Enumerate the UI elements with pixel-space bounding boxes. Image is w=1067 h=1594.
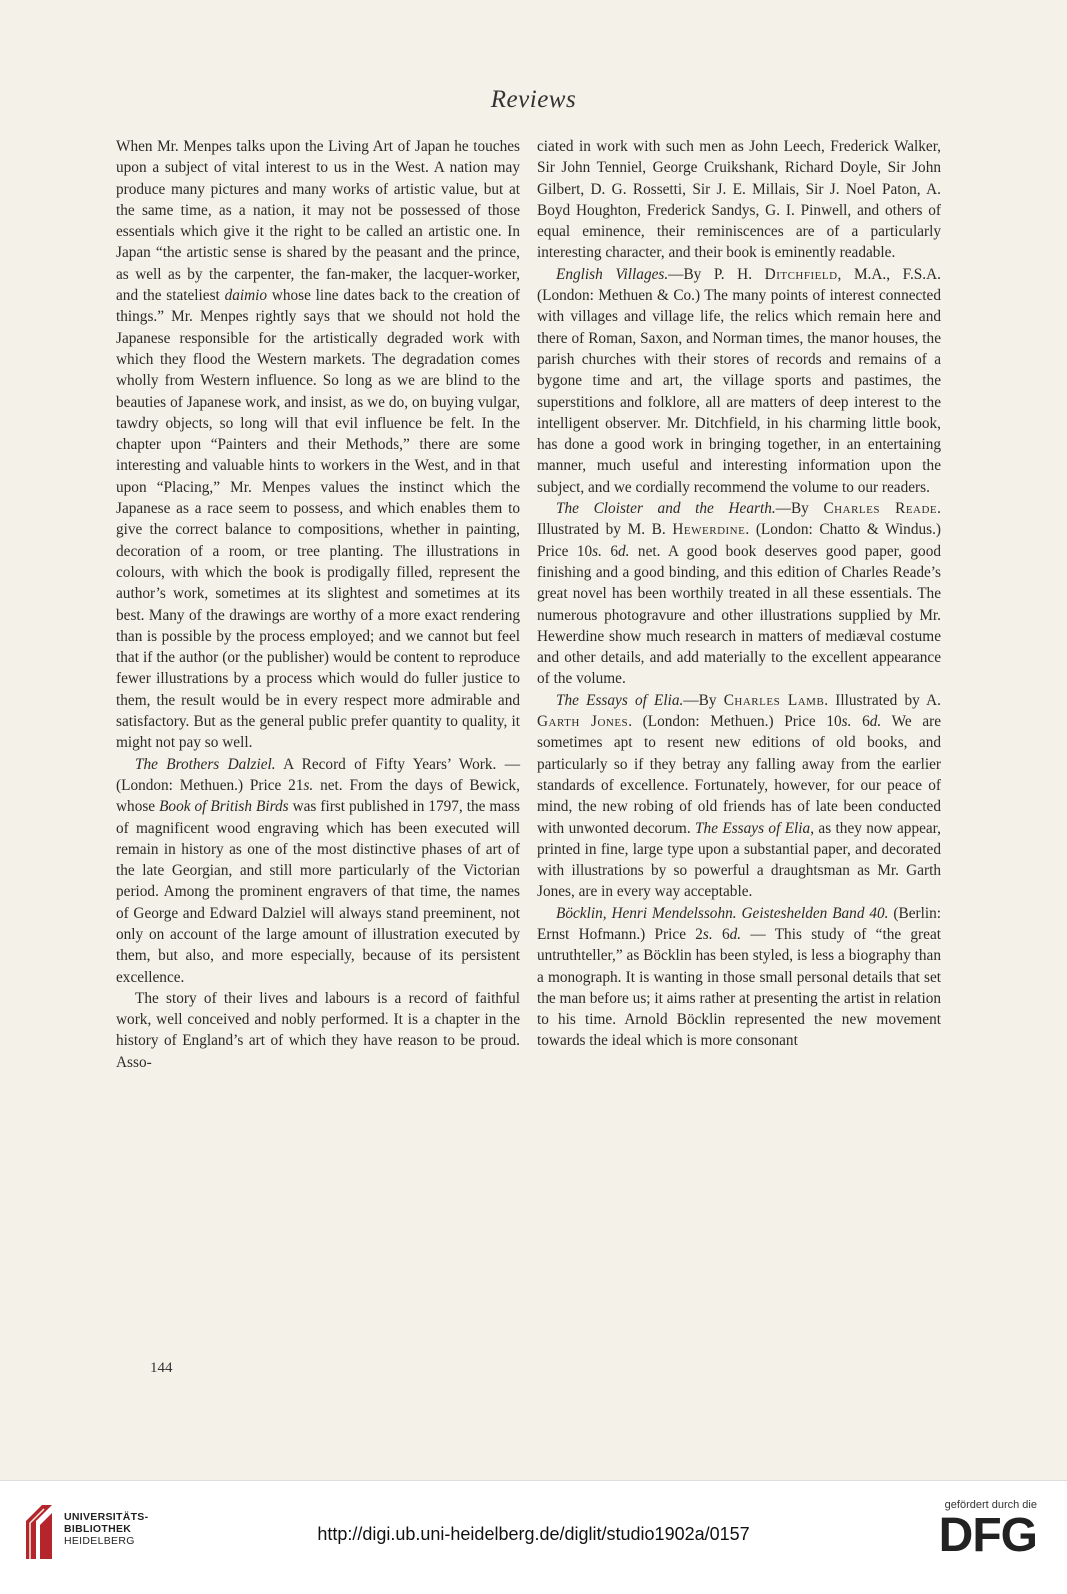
review-dalziel-continued: The story of their lives and labours is a record of faithful work, well conceived and nobly performed. It is a chapter in the history of England’s art of which they have reason to be proud. Asso- [116,989,520,1071]
running-header: Reviews [490,86,577,113]
sponsor-caption: gefördert durch die [944,1499,1037,1511]
review-essays-elia: The Essays of Elia.—By Charles Lamb. Illustrated by A. Garth Jones. (London: Methuen.) Price 10s. 6d. We are sometimes apt to resent new editions of old books, and particularly so if they betray any falling away from the earlier standards of excellence. Fortunately, however, for our peace of mind, the new robing of old friends has of late been conducted with unwonted decorum. The Essays of Elia, as they now appear, printed in fine, large type upon a substantial paper, and decorated with illustrations by so powerful a draughtsman as Mr. Garth Jones, are in every way acceptable. [537,691,941,901]
review-bocklin: Böcklin, Henri Mendelssohn. Geisteshelden Band 40. (Berlin: Ernst Hofmann.) Price 2s. 6d. — This study of “the great untruthteller,” as Böcklin has been styled, is less a biography than a monograph. It is wanting in those small personal details that set the man before us; it aims rather at presenting the artist in relation to his time. Arnold Böcklin represented the new movement towards the ideal which is more consonant [537,904,941,1050]
review-cloister-hearth: The Cloister and the Hearth.—By Charles Reade. Illustrated by M. B. Hewerdine. (London: Chatto & Windus.) Price 10s. 6d. net. A good book deserves good paper, good finishing and a good binding, and this edition of Charles Reade’s great novel has been worthily treated in all these essentials. The numerous photogravure and other illustrations supplied by Mr. Hewerdine show much research in matters of mediæval costume and other details, and add materially to the excellent appearance of the volume. [537,500,941,688]
dfg-logo[interactable] [937,1499,1037,1561]
book-title: Böcklin, Henri Mendelssohn. Geisteshelden Band 40. [556,904,889,922]
right-column [537,136,941,1052]
permalink-url[interactable]: http://digi.ub.uni-heidelberg.de/diglit/studio1902a/0157 [317,1524,750,1544]
book-title: The Cloister and the Hearth. [556,500,776,518]
viewer-footer [0,1480,1067,1594]
review-english-villages: English Villages.—By P. H. Ditchfield, M.A., F.S.A. (London: Methuen & Co.) The many points of interest connected with villages and village life, the relics which remain here and there of Roman, Saxon, and Norman times, the manor houses, the parish churches with their stores of records and remains of a bygone time and art, the village sports and pastimes, the superstitions and folklore, all are matters of deep interest to the intelligent observer. Mr. Ditchfield, in his charming little book, has done a good work in bringing together, in an entertaining manner, much useful and interesting information upon the subject, and we cordially recommend the volume to our readers. [537,265,941,496]
left-column [116,136,520,1073]
book-title: English Villages. [556,265,669,283]
book-title: The Essays of Elia. [556,691,684,709]
review-dalziel-paragraph: The Brothers Dalziel. A Record of Fifty Years’ Work. — (London: Methuen.) Price 21s. net. From the days of Bewick, whose Book of British Birds was first published in 1797, the mass of magnificent wood engraving which has been executed will remain in history as one of the most distinctive phases of art of the late Georgian, and still more particularly of the Victorian period. Among the prominent engravers of that time, the names of George and Edward Dalziel will always stand preeminent, not only on account of the large amount of illustration executed by them, but also, and more especially, because of its persistent excellence. [116,755,520,986]
library-name: UNIVERSITÄTS- BIBLIOTHEK HEIDELBERG [64,1511,149,1547]
dfg-wordmark: DFG [938,1509,1037,1562]
page-number: 144 [150,1360,173,1376]
review-menpes-paragraph: When Mr. Menpes talks upon the Living Art of Japan he touches upon a subject of vital interest to us in the West. A nation may produce many pictures and many works of artistic value, but at the same time, as a nation, it may not be possessed of those essentials which give it the right to be called an artistic one. In Japan “the artistic sense is shared by the peasant and the prince, as well as by the carpenter, the fan-maker, the lacquer-worker, and the stateliest daimio whose line dates back to the creation of things.” Mr. Menpes rightly says that we should not hold the Japanese responsible for the artistically degraded work with which they flood the Western markets. The degradation comes wholly from Western influence. So long as we are blind to the beauties of Japanese work, and insist, as we do, on buying vulgar, tawdry objects, so long will that evil influence be felt. In the chapter upon “Painters and their Methods,” there are some interesting and valuable hints to workers in the West, and in that upon “Placing,” Mr. Menpes values the instinct which the Japanese as a race seem to possess, and which enables them to give the correct balance to compositions, whether in painting, decoration of a room, or tree planting. The illustrations in colours, with which the book is prodigally filled, represent the author’s work, sometimes at its slightest and sometimes at its best. Many of the drawings are worthy of a more exact rendering than is possible by the process employed; and we cannot but feel that if the author (or the publisher) would be content to reproduce fewer illustrations by a process which would do fuller justice to them, the result would be in every respect more admirable and satisfactory. But as the general public prefer quantity to quality, it might not pay so well. [116,138,520,752]
book-title: The Brothers Dalziel. [135,755,276,773]
review-dalziel-end: ciated in work with such men as John Leech, Frederick Walker, Sir John Tenniel, George Cruikshank, Richard Doyle, Sir John Gilbert, D. G. Rossetti, Sir J. E. Millais, Sir J. Noel Paton, A. Boyd Houghton, Frederick Sandys, G. I. Pinwell, and others of equal eminence, their reminiscences are of a particularly interesting character, and their book is eminently readable. [537,138,941,262]
